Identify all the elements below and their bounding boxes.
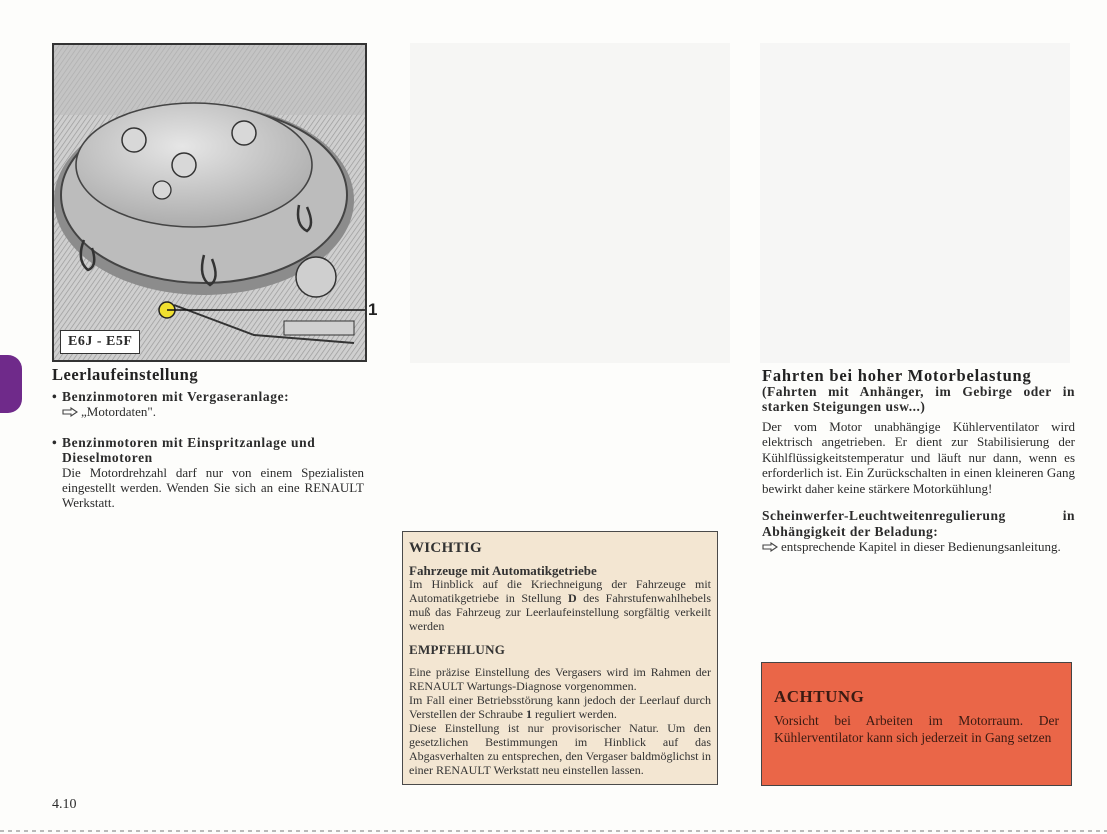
recommendation-text-3: Diese Einstellung ist nur provisorischer Natur. Um den gesetzlichen Bestimmungen im Hinblick auf das Abgasverhalten zu entsprechen, den Vergaser baldmöglichst in einer RENAULT Werkstatt neu einstellen lassen. [409,720,711,777]
engine-code-label: E6J - E5F [60,330,140,354]
section-heading: Leerlaufeinstellung [52,365,199,384]
bullet-icon: • [52,389,58,404]
page-number: 4.10 [52,797,77,812]
bullet-icon: • [52,435,58,450]
engine-load-subheading: (Fahrten mit Anhänger, im Gebirge oder in starken Steigungen usw...) [762,383,1075,414]
important-label: WICHTIG [409,540,482,556]
idle-adjustment-section [52,367,364,510]
engine-illustration [54,45,365,360]
engine-load-text: Der vom Motor unabhängige Kühlerventilator wird elektrisch angetrieben. Er dient zur Stabilisierung der Kühlflüssigkeitstemperatur und läuft nur dann, wenn es erforderlich ist. Ein Zurückschalten in einen kleineren Gang bewirkt daher keine stärkere Motorkühlung! [762,418,1075,496]
engine-load-heading: Fahrten bei hoher Motorbelastung [762,366,1032,385]
injection-heading-line1: Benzinmotoren mit Einspritzanlage und [62,435,316,450]
callout-number: 1 [368,300,378,319]
chapter-tab [0,355,22,413]
recommendation-text-1: Eine präzise Einstellung des Vergasers wird im Rahmen der RENAULT Wartungs-Diagnose vorgenommen. [409,665,711,694]
injection-paragraph: Die Motordrehzahl darf nur von einem Spezialisten eingestellt werden. Wenden Sie sich an eine RENAULT Werkstatt. [62,465,364,510]
warning-text: Vorsicht bei Arbeiten im Motorraum. Der Kühlerventilator kann sich jederzeit in Gang setzen [774,713,1059,745]
right-arrow-icon [62,407,78,417]
engine-air-filter-figure [52,43,367,362]
scan-edge [0,830,1107,832]
warning-box [761,662,1072,786]
right-arrow-icon [762,542,778,552]
recommendation-text-2: Im Fall einer Betriebsstörung kann jedoch der Leerlauf durch Verstellen der Schraube 1 reguliert werden. [409,693,711,722]
recommendation-label: EMPFEHLUNG [409,642,506,658]
warning-label: ACHTUNG [774,687,865,706]
engine-data-reference: „Motordaten". [81,404,156,419]
important-notice-box [402,531,718,785]
bleed-through-area [400,38,740,368]
headlight-text: entsprechende Kapitel in dieser Bedienungsanleitung. [762,539,1075,555]
high-engine-load-section [762,368,1075,555]
automatic-transmission-text: Im Hinblick auf die Kriechneigung der Fahrzeuge mit Automatikgetriebe in Stellung D des Fahrstufenwahlhebels muß das Fahrzeug zur Leerlaufeinstellung sorgfältig verkeilt werden [409,576,711,633]
automatic-transmission-heading: Fahrzeuge mit Automatikgetriebe [409,562,597,578]
injection-heading-line2: Dieselmotoren [62,450,153,465]
headlight-heading: Scheinwerfer-Leuchtweitenregulierung in Abhängigkeit der Beladung: [762,508,1075,539]
bleed-through-area-right [760,38,1070,368]
carburetor-heading: Benzinmotoren mit Vergaseranlage: [62,389,290,404]
